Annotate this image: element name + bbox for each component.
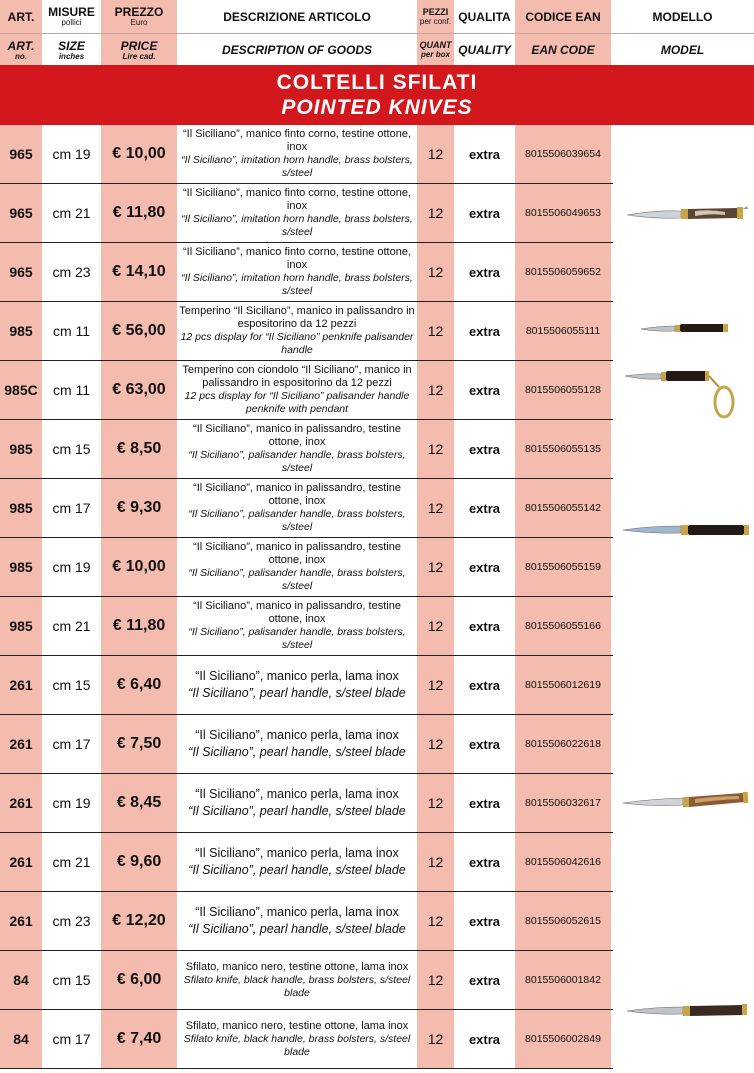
header-quant: QUANT per box: [417, 34, 456, 66]
description-english: “Il Siciliano”, pearl handle, s/steel blade: [188, 686, 406, 700]
art-number: 965: [0, 243, 44, 301]
description-english: 12 pcs display for “Il Siciliano” penknife palisander handle: [180, 331, 414, 356]
quality: extra: [456, 184, 515, 242]
price: € 8,50: [101, 420, 179, 478]
header-codice: CODICE EAN: [515, 0, 613, 33]
quality: extra: [456, 892, 515, 950]
description: [179, 892, 417, 950]
quality: extra: [456, 597, 515, 655]
description-italian: “Il Siciliano”, manico perla, lama inox: [195, 905, 399, 919]
art-number: 84: [0, 1010, 44, 1068]
quality: extra: [456, 538, 515, 596]
price: € 8,45: [101, 774, 179, 832]
art-number: 985: [0, 302, 44, 360]
pieces: 12: [417, 656, 456, 714]
description-english: 12 pcs display for “Il Siciliano” palisander handle penknife with pendant: [184, 390, 410, 415]
description-english: “Il Siciliano”, pearl handle, s/steel blade: [188, 745, 406, 759]
ean-code: 8015506055111: [515, 302, 613, 360]
description-italian: “Il Siciliano”, manico perla, lama inox: [195, 846, 399, 860]
ean-code: 8015506059652: [515, 243, 613, 301]
description-italian: “Il Siciliano”, manico finto corno, testine ottone, inox: [182, 128, 412, 153]
description: [179, 597, 417, 655]
size: cm 23: [44, 892, 101, 950]
description: [179, 715, 417, 773]
size: cm 17: [44, 1010, 101, 1068]
description: [179, 538, 417, 596]
description-italian: Temperino con ciondolo “Il Siciliano”, manico in palissandro in espositorino da 12 pezzi: [182, 364, 412, 389]
header-descrizione: DESCRIZIONE ARTICOLO: [179, 0, 417, 33]
description-english: “Il Siciliano”, imitation horn handle, brass bolsters, s/steel: [181, 154, 413, 179]
description: [179, 951, 417, 1009]
art-number: 261: [0, 774, 44, 832]
art-number: 84: [0, 951, 44, 1009]
art-number: 965: [0, 125, 44, 183]
description: [179, 125, 417, 183]
art-number: 985: [0, 420, 44, 478]
price: € 10,00: [101, 125, 179, 183]
size: cm 21: [44, 184, 101, 242]
size: cm 17: [44, 479, 101, 537]
price: € 56,00: [101, 302, 179, 360]
pieces: 12: [417, 125, 456, 183]
price: € 11,80: [101, 597, 179, 655]
header-art: ART.: [0, 0, 44, 33]
size: cm 23: [44, 243, 101, 301]
description-italian: “Il Siciliano”, manico finto corno, testine ottone, inox: [182, 246, 412, 271]
pearl-knife-icon: [621, 790, 751, 812]
ean-code: 8015506052615: [515, 892, 613, 950]
description: [179, 479, 417, 537]
pieces: 12: [417, 892, 456, 950]
price: € 63,00: [101, 361, 179, 419]
section-title-it: COLTELLI SFILATI: [276, 71, 478, 94]
size: cm 15: [44, 420, 101, 478]
horn-knife-icon: [625, 203, 749, 225]
art-number: 985: [0, 597, 44, 655]
description: [179, 656, 417, 714]
description-italian: “Il Siciliano”, manico finto corno, testine ottone, inox: [182, 187, 412, 212]
sfilato-knife-icon: [625, 1000, 751, 1020]
description-italian: “Il Siciliano”, manico in palissandro, testine ottone, inox: [193, 482, 401, 507]
pieces: 12: [417, 833, 456, 891]
quality: extra: [456, 833, 515, 891]
art-number: 261: [0, 715, 44, 773]
price: € 10,00: [101, 538, 179, 596]
header-description: DESCRIPTION OF GOODS: [179, 34, 417, 66]
header-italian: [0, 0, 754, 33]
size: cm 19: [44, 774, 101, 832]
size: cm 21: [44, 597, 101, 655]
price: € 9,30: [101, 479, 179, 537]
art-number: 985C: [0, 361, 44, 419]
pieces: 12: [417, 597, 456, 655]
size: cm 15: [44, 656, 101, 714]
ean-code: 8015506055159: [515, 538, 613, 596]
small-penknife-icon: [639, 320, 731, 336]
ean-code: 8015506032617: [515, 774, 613, 832]
quality: extra: [456, 125, 515, 183]
ean-code: 8015506055166: [515, 597, 613, 655]
pieces: 12: [417, 951, 456, 1009]
price: € 14,10: [101, 243, 179, 301]
art-number: 985: [0, 538, 44, 596]
header-price: PRICE Lire cad.: [101, 34, 179, 66]
quality: extra: [456, 1010, 515, 1068]
art-number: 261: [0, 892, 44, 950]
ean-code: 8015506042616: [515, 833, 613, 891]
price: € 12,20: [101, 892, 179, 950]
price: € 7,50: [101, 715, 179, 773]
description-italian: Sfilato, manico nero, testine ottone, lama inox: [185, 1019, 409, 1032]
header-quality: QUALITY: [456, 34, 515, 66]
ean-code: 8015506055128: [515, 361, 613, 419]
pieces: 12: [417, 302, 456, 360]
model-images-column: [613, 125, 754, 1073]
pieces: 12: [417, 715, 456, 773]
art-number: 261: [0, 656, 44, 714]
art-number: 985: [0, 479, 44, 537]
quality: extra: [456, 951, 515, 1009]
description-english: “Il Siciliano”, palisander handle, brass bolsters, s/steel: [188, 508, 406, 533]
pieces: 12: [417, 243, 456, 301]
description-english: Sfilato knife, black handle, brass bolsters, s/steel blade: [183, 1032, 411, 1058]
description-italian: Temperino “Il Siciliano”, manico in palissandro in espositorino da 12 pezzi: [179, 305, 415, 330]
size: cm 17: [44, 715, 101, 773]
description: [179, 1010, 417, 1068]
header-art-en: ART. no.: [0, 34, 44, 66]
price: € 11,80: [101, 184, 179, 242]
description-italian: “Il Siciliano”, manico perla, lama inox: [195, 669, 399, 683]
ean-code: 8015506012619: [515, 656, 613, 714]
description-italian: “Il Siciliano”, manico perla, lama inox: [195, 787, 399, 801]
description-english: Sfilato knife, black handle, brass bolsters, s/steel blade: [183, 973, 411, 999]
ean-code: 8015506049653: [515, 184, 613, 242]
description-italian: “Il Siciliano”, manico in palissandro, testine ottone, inox: [193, 600, 401, 625]
penknife-pendant-icon: [623, 367, 749, 421]
description: [179, 774, 417, 832]
price: € 6,00: [101, 951, 179, 1009]
description-english: “Il Siciliano”, palisander handle, brass bolsters, s/steel: [188, 567, 406, 592]
size: cm 11: [44, 361, 101, 419]
pieces: 12: [417, 774, 456, 832]
header-misure: MISURE pollici: [44, 0, 101, 33]
header-qualita: QUALITA: [456, 0, 515, 33]
price: € 9,60: [101, 833, 179, 891]
art-number: 261: [0, 833, 44, 891]
ean-code: 8015506055135: [515, 420, 613, 478]
description-english: “Il Siciliano”, palisander handle, brass bolsters, s/steel: [188, 449, 406, 474]
quality: extra: [456, 302, 515, 360]
ean-code: 8015506022618: [515, 715, 613, 773]
header-english: [0, 33, 754, 66]
description-english: “Il Siciliano”, imitation horn handle, brass bolsters, s/steel: [181, 213, 413, 238]
pieces: 12: [417, 1010, 456, 1068]
size: cm 19: [44, 538, 101, 596]
quality: extra: [456, 361, 515, 419]
pieces: 12: [417, 184, 456, 242]
header-model: MODEL: [613, 34, 754, 66]
description-english: “Il Siciliano”, pearl handle, s/steel blade: [188, 863, 406, 877]
description-italian: “Il Siciliano”, manico perla, lama inox: [195, 728, 399, 742]
section-banner: [0, 65, 754, 125]
description: [179, 833, 417, 891]
description-italian: “Il Siciliano”, manico in palissandro, testine ottone, inox: [193, 423, 401, 448]
quality: extra: [456, 774, 515, 832]
header-pezzi: PEZZI per conf.: [417, 0, 456, 33]
quality: extra: [456, 656, 515, 714]
section-title-en: POINTED KNIVES: [281, 96, 473, 119]
pieces: 12: [417, 420, 456, 478]
size: cm 19: [44, 125, 101, 183]
header-size: SIZE inches: [44, 34, 101, 66]
description-english: “Il Siciliano”, pearl handle, s/steel blade: [188, 804, 406, 818]
header-ean: EAN CODE: [515, 34, 613, 66]
pieces: 12: [417, 538, 456, 596]
palisander-knife-icon: [621, 522, 751, 538]
size: cm 11: [44, 302, 101, 360]
quality: extra: [456, 479, 515, 537]
description-english: “Il Siciliano”, imitation horn handle, brass bolsters, s/steel: [181, 272, 413, 297]
description-english: “Il Siciliano”, palisander handle, brass bolsters, s/steel: [188, 626, 406, 651]
size: cm 21: [44, 833, 101, 891]
ean-code: 8015506055142: [515, 479, 613, 537]
art-number: 965: [0, 184, 44, 242]
pieces: 12: [417, 361, 456, 419]
header-prezzo: PREZZO Euro: [101, 0, 179, 33]
description-italian: Sfilato, manico nero, testine ottone, lama inox: [185, 960, 409, 973]
size: cm 15: [44, 951, 101, 1009]
quality: extra: [456, 715, 515, 773]
description: [179, 361, 417, 419]
description: [179, 302, 417, 360]
price: € 6,40: [101, 656, 179, 714]
description: [179, 243, 417, 301]
ean-code: 8015506039654: [515, 125, 613, 183]
header-modello: MODELLO: [613, 0, 754, 33]
ean-code: 8015506001842: [515, 951, 613, 1009]
price: € 7,40: [101, 1010, 179, 1068]
description-english: “Il Siciliano”, pearl handle, s/steel blade: [188, 922, 406, 936]
description-italian: “Il Siciliano”, manico in palissandro, testine ottone, inox: [193, 541, 401, 566]
description: [179, 420, 417, 478]
ean-code: 8015506002849: [515, 1010, 613, 1068]
quality: extra: [456, 243, 515, 301]
pieces: 12: [417, 479, 456, 537]
quality: extra: [456, 420, 515, 478]
description: [179, 184, 417, 242]
